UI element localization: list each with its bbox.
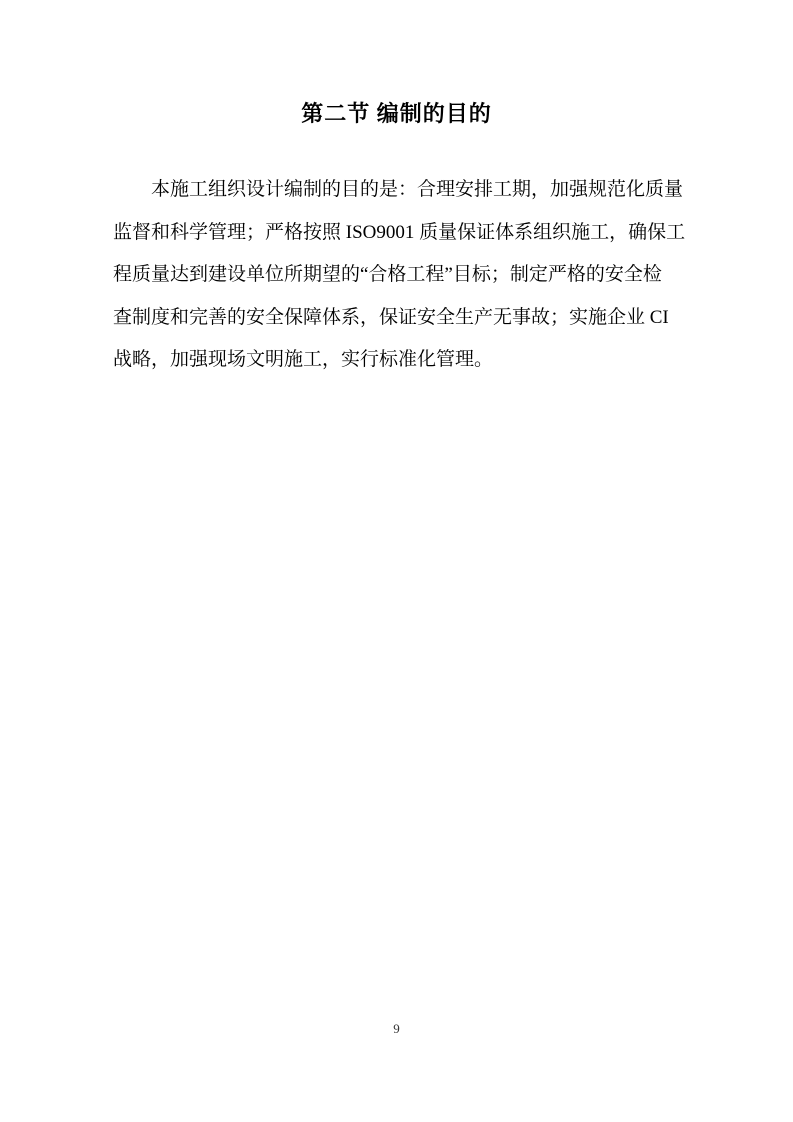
section-title: 第二节 编制的目的 <box>301 101 492 126</box>
body-paragraph <box>113 169 686 382</box>
paragraph-line: 监督和科学管理；严格按照 ISO9001 质量保证体系组织施工，确保工 <box>113 221 686 243</box>
paragraph-line: 程质量达到建设单位所期望的“合格工程”目标；制定严格的安全检 <box>113 264 662 285</box>
paragraph-line: 战略，加强现场文明施工，实行标准化管理。 <box>113 349 494 370</box>
paragraph-line: 查制度和完善的安全保障体系，保证安全生产无事故；实施企业 CI <box>113 306 669 328</box>
page-number: 9 <box>393 1021 400 1036</box>
paragraph-line: 本施工组织设计编制的目的是：合理安排工期，加强规范化质量 <box>151 179 684 200</box>
